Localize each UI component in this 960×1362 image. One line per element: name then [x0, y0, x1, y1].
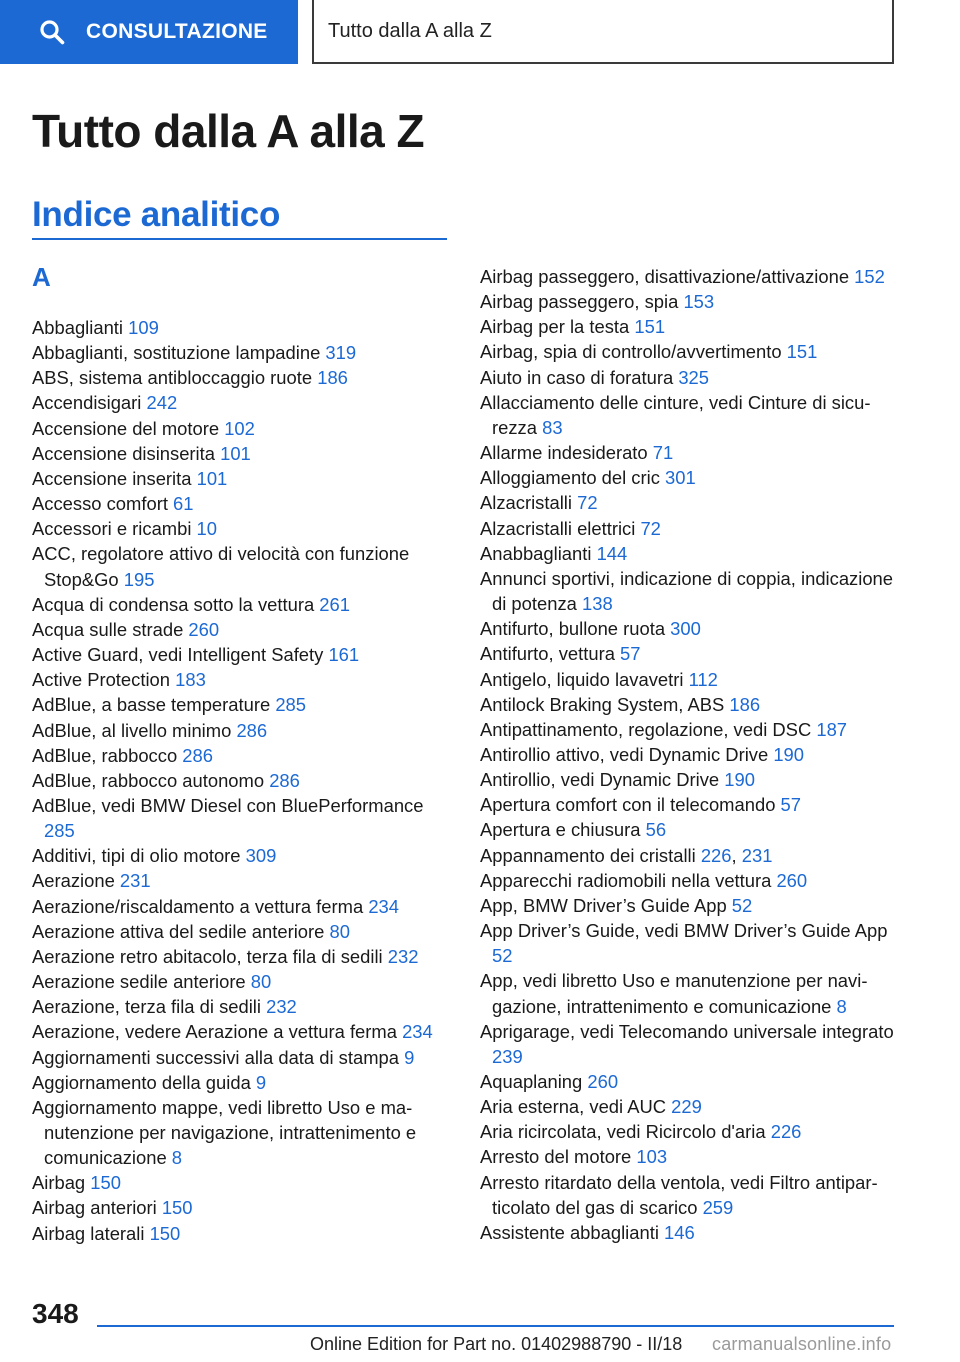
page-link[interactable]: 56	[645, 819, 667, 841]
page-link[interactable]: 150	[149, 1222, 181, 1244]
page-link[interactable]: 261	[319, 593, 350, 615]
index-entry	[480, 541, 900, 566]
index-entry	[480, 868, 900, 893]
index-entry-text: Antifurto, bullone ruota	[480, 618, 671, 640]
chapter-tab[interactable]	[312, 0, 894, 64]
index-entry-text: Aerazione attiva del sedile anteriore	[32, 920, 330, 942]
index-entry-text: App, vedi libretto Uso e manutenzione per navigazione, intrattenimento e comunicazione	[480, 970, 868, 1017]
index-entry	[32, 1045, 452, 1070]
index-entry	[32, 1221, 452, 1246]
index-entry-text: Airbag anteriori	[32, 1197, 162, 1219]
index-entry-text: Allacciamento delle cinture, vedi Cinture di sicurezza	[480, 391, 871, 438]
index-entry	[480, 968, 900, 1018]
page-link[interactable]: 153	[683, 291, 715, 313]
page-link[interactable]: 232	[266, 996, 297, 1018]
page-link[interactable]: 190	[773, 743, 805, 765]
index-entry-text: Acqua sulle strade	[32, 618, 189, 640]
index-entry	[32, 919, 452, 944]
index-entry-text: Antigelo, liquido lavavetri	[480, 668, 689, 690]
index-entry-text: Antifurto, vettura	[480, 643, 621, 665]
index-entry	[480, 918, 900, 968]
index-entry-text: Arresto del motore	[480, 1146, 637, 1168]
index-entry-text: Antipattinamento, regolazione, vedi DSC	[480, 718, 817, 740]
page-link[interactable]: 231	[119, 870, 151, 892]
page-link[interactable]: 10	[196, 518, 218, 540]
page-link[interactable]: 57	[620, 643, 641, 665]
top-navigation	[0, 0, 960, 66]
index-entry-text: Allarme indesiderato	[480, 442, 653, 464]
index-entry-text: Airbag, spia di controllo/avvertimento	[480, 341, 787, 363]
index-entry-text: Active Protection	[32, 669, 176, 691]
index-entry-text: Aerazione, vedere Aerazione a vettura ferma	[32, 1021, 403, 1043]
page-link[interactable]: 186	[317, 367, 348, 389]
index-entry-text: Aquaplaning	[480, 1071, 588, 1092]
index-entry-text: Airbag per la testa	[480, 316, 635, 338]
index-entry	[480, 1069, 900, 1094]
page-link[interactable]: 232	[387, 945, 419, 967]
index-entry	[32, 592, 452, 617]
page-link[interactable]: 300	[670, 618, 701, 640]
index-entry-text: Aprigarage, vedi Telecomando universale integrato	[480, 1020, 894, 1042]
index-entry-text: AdBlue, vedi BMW Diesel con BluePerformance	[32, 794, 424, 816]
index-entry-text: Anabbaglianti	[480, 542, 597, 564]
index-entry-text: Aggiornamento mappe, vedi libretto Uso e manutenzione per navigazione, intrattenimento e comunicazione	[32, 1096, 417, 1169]
index-entry	[32, 843, 452, 868]
index-entry	[32, 1170, 452, 1195]
index-entry-text: AdBlue, al livello minimo	[32, 719, 237, 741]
index-entry-text: Alloggiamento del cric	[480, 467, 666, 489]
index-entry	[480, 440, 900, 465]
index-entry	[480, 289, 900, 314]
index-entry-text: Additivi, tipi di olio motore	[32, 845, 246, 867]
index-entry-text: Airbag laterali	[32, 1222, 150, 1244]
index-entry-text: App Driver’s Guide, vedi BMW Driver’s Guide App	[480, 920, 888, 942]
index-entry	[32, 491, 452, 516]
page-link[interactable]: 286	[236, 719, 268, 741]
page-link[interactable]: 229	[671, 1096, 702, 1118]
page-link[interactable]: 325	[678, 366, 710, 388]
index-entry	[32, 617, 452, 642]
index-entry	[480, 1170, 900, 1220]
page-link[interactable]: 72	[640, 517, 661, 539]
index-entry-text: Aerazione retro abitacolo, terza fila di sedili	[32, 945, 388, 967]
watermark: carmanualsonline.info	[712, 1334, 892, 1354]
index-entry-text: Aerazione, terza fila di sedili	[32, 996, 267, 1018]
index-entry	[32, 944, 452, 969]
index-entry-text: Apparecchi radiomobili nella vettura	[480, 869, 777, 891]
index-entry-text: Aerazione	[32, 870, 120, 892]
section-title: Indice analitico	[32, 195, 281, 234]
page-link[interactable]: 112	[688, 668, 718, 690]
index-entry-text: Antirollio attivo, vedi Dynamic Drive	[480, 743, 774, 765]
index-entry	[480, 817, 900, 842]
page-link[interactable]: 285	[275, 694, 306, 716]
index-entry-text: Antirollio, vedi Dynamic Drive	[480, 769, 725, 791]
page-link[interactable]: 71	[652, 442, 674, 464]
index-entry	[480, 742, 900, 767]
page-link[interactable]: 190	[724, 769, 755, 791]
index-entry	[32, 692, 452, 717]
page-link[interactable]: 61	[173, 493, 194, 515]
index-entry-text: Airbag passeggero, spia	[480, 291, 684, 313]
page-link[interactable]: 9	[255, 1071, 267, 1093]
index-entry	[32, 1195, 452, 1220]
search-icon	[38, 18, 66, 46]
index-column-right	[480, 264, 900, 1245]
index-entry	[32, 793, 452, 843]
index-entry	[480, 717, 900, 742]
page-link[interactable]: 239	[492, 1045, 523, 1067]
index-entry	[32, 868, 452, 893]
index-entry	[480, 792, 900, 817]
index-entry-text: Aria esterna, vedi AUC	[480, 1096, 672, 1118]
index-entry	[480, 1144, 900, 1169]
index-entry-text: Accensione disinserita	[32, 442, 221, 464]
chapter-tab-label: Tutto dalla A alla Z	[328, 19, 492, 42]
index-entry	[480, 566, 900, 616]
page-link[interactable]: 101	[196, 467, 228, 489]
index-entry	[480, 516, 900, 541]
page-link[interactable]: 150	[161, 1197, 193, 1219]
page-link[interactable]: 52	[492, 945, 513, 967]
index-entry-text: Abbaglianti	[32, 317, 129, 338]
index-letter: A	[32, 262, 51, 292]
page-link[interactable]: 234	[368, 895, 399, 917]
index-entry-text: Accesso comfort	[32, 493, 174, 515]
index-entry-text: Aerazione sedile anteriore	[32, 971, 251, 993]
edition-text: Online Edition for Part no. 01402988790 - II/18	[310, 1334, 683, 1354]
index-entry	[480, 692, 900, 717]
page-link[interactable]: 242	[146, 392, 178, 414]
page-link[interactable]: 260	[776, 869, 808, 891]
index-entry-text: Airbag	[32, 1172, 91, 1194]
page-link[interactable]: 186	[729, 693, 761, 715]
consultation-label: CONSULTAZIONE	[86, 20, 268, 43]
page-link[interactable]: 226	[700, 844, 732, 866]
index-entry-text: Apertura comfort con il telecomando	[480, 794, 781, 816]
page-link[interactable]: 151	[634, 316, 666, 338]
index-entry-text: Alzacristalli	[480, 492, 578, 514]
index-entry-text: Appannamento dei cristalli	[480, 844, 701, 866]
index-entry-text: Accensione inserita	[32, 467, 197, 489]
page-link[interactable]: 259	[702, 1196, 734, 1218]
page-link[interactable]: 9	[404, 1046, 415, 1068]
page-link[interactable]: 260	[587, 1071, 619, 1092]
page-link[interactable]: 103	[636, 1146, 668, 1168]
index-entry	[480, 264, 900, 289]
index-entry	[32, 340, 452, 365]
index-entry-text: App, BMW Driver’s Guide App	[480, 894, 732, 916]
index-entry-text: Abbaglianti, sostituzione lampadine	[32, 342, 326, 364]
index-entry	[32, 667, 452, 692]
page-link[interactable]: 260	[188, 618, 220, 640]
index-entry	[480, 893, 900, 918]
index-entry-text: Alzacristalli elettrici	[480, 517, 641, 539]
index-entry	[480, 490, 900, 515]
index-entry	[480, 1094, 900, 1119]
index-entry-text: Aiuto in caso di foratura	[480, 366, 679, 388]
index-entry	[32, 365, 452, 390]
page-link[interactable]: 150	[90, 1172, 121, 1194]
index-entry	[32, 1070, 452, 1095]
index-entry	[32, 768, 452, 793]
page-link[interactable]: 226	[770, 1121, 802, 1143]
page-link[interactable]: 161	[328, 644, 360, 666]
index-entry-text: Assistente abbaglianti	[480, 1221, 665, 1243]
index-entry	[32, 441, 452, 466]
page-link[interactable]: 309	[245, 845, 277, 867]
index-entry-text: Aggiornamenti successivi alla data di stampa	[32, 1046, 405, 1068]
page-link[interactable]: 72	[577, 492, 598, 514]
index-entry-text: Annunci sportivi, indicazione di coppia, indicazione di potenza	[480, 567, 894, 615]
page-link[interactable]: 146	[664, 1221, 695, 1243]
page-link[interactable]: 234	[402, 1021, 433, 1043]
page-link[interactable]: 231	[741, 844, 773, 866]
page-link[interactable]: 102	[224, 417, 255, 439]
page-link[interactable]: 285	[44, 820, 75, 842]
index-entry	[32, 1019, 452, 1044]
page-number: 348	[32, 1298, 79, 1329]
index-entry-text: ABS, sistema antibloccaggio ruote	[32, 367, 318, 389]
index-entry	[32, 994, 452, 1019]
page-link[interactable]: 286	[182, 744, 213, 766]
page-link[interactable]: 183	[175, 669, 206, 691]
index-entry	[480, 616, 900, 641]
page-link[interactable]: 57	[780, 794, 801, 816]
index-entry	[32, 894, 452, 919]
index-entry	[32, 743, 452, 768]
index-entry	[480, 365, 900, 390]
page-link[interactable]: 152	[854, 266, 885, 287]
page-link[interactable]: 8	[171, 1147, 183, 1169]
index-entry-text: Accessori e ricambi	[32, 518, 197, 540]
index-entry-text: Arresto ritardato della ventola, vedi Filtro antiparticolato del gas di scarico	[480, 1171, 878, 1218]
index-entry-text: Accensione del motore	[32, 417, 225, 439]
index-entry-text: AdBlue, a basse temperature	[32, 694, 276, 716]
index-entry	[480, 465, 900, 490]
index-entry	[480, 1019, 900, 1069]
index-entry-text: Accendisigari	[32, 392, 147, 414]
index-entry	[32, 416, 452, 441]
page-title: Tutto dalla A alla Z	[32, 105, 425, 157]
index-entry	[480, 667, 900, 692]
page-link[interactable]: 80	[250, 971, 272, 993]
index-entry	[480, 1220, 900, 1245]
index-entry-text: Active Guard, vedi Intelligent Safety	[32, 644, 329, 666]
index-entry	[32, 390, 452, 415]
index-entry	[32, 969, 452, 994]
index-entry	[32, 466, 452, 491]
page-link[interactable]: 101	[220, 442, 251, 464]
index-entry	[32, 718, 452, 743]
index-entry-text: Acqua di condensa sotto la vettura	[32, 593, 320, 615]
index-entry-text: ACC, regolatore attivo di velocità con funzione Stop&Go	[32, 543, 410, 590]
index-entry-text: Apertura e chiusura	[480, 819, 646, 841]
index-entry-text: Aerazione/riscaldamento a vettura ferma	[32, 895, 369, 917]
index-entry-text: Aggiornamento della guida	[32, 1071, 256, 1093]
index-entry	[480, 641, 900, 666]
index-entry-text: Aria ricircolata, vedi Ricircolo d'aria	[480, 1121, 771, 1143]
index-entry	[32, 541, 452, 591]
index-entry	[480, 314, 900, 339]
page-link[interactable]: 195	[123, 568, 155, 590]
index-entry-text: Antilock Braking System, ABS	[480, 693, 730, 715]
footer-divider	[97, 1325, 894, 1327]
page-link[interactable]: 8	[836, 995, 847, 1017]
index-entry-text: AdBlue, rabbocco	[32, 744, 183, 766]
index-entry	[32, 642, 452, 667]
index-column-left	[32, 315, 452, 1246]
page-link[interactable]: 52	[731, 894, 753, 916]
section-divider	[32, 238, 447, 240]
index-entry	[480, 339, 900, 364]
page-link[interactable]: 187	[816, 718, 848, 740]
page-link[interactable]: 80	[329, 920, 350, 942]
index-entry: Appannamento dei cristalli 226, 231	[480, 844, 773, 866]
index-entry	[32, 315, 452, 340]
index-entry	[480, 767, 900, 792]
index-entry-text: Airbag passeggero, disattivazione/attivazione	[480, 266, 855, 287]
page-link[interactable]: 151	[786, 341, 818, 363]
index-entry	[480, 390, 900, 440]
index-entry	[480, 1119, 900, 1144]
index-entry	[32, 516, 452, 541]
page-link[interactable]: 109	[128, 317, 159, 338]
index-entry	[32, 1095, 452, 1170]
page-link[interactable]: 286	[269, 769, 300, 791]
consultation-tab[interactable]	[0, 0, 298, 64]
page-link[interactable]: 144	[596, 542, 628, 564]
index-entry-text: AdBlue, rabbocco autonomo	[32, 769, 270, 791]
page-link[interactable]: 319	[325, 342, 357, 364]
page-link[interactable]: 138	[581, 593, 613, 615]
page-link[interactable]: 301	[665, 467, 696, 489]
page-link[interactable]: 83	[542, 416, 563, 438]
